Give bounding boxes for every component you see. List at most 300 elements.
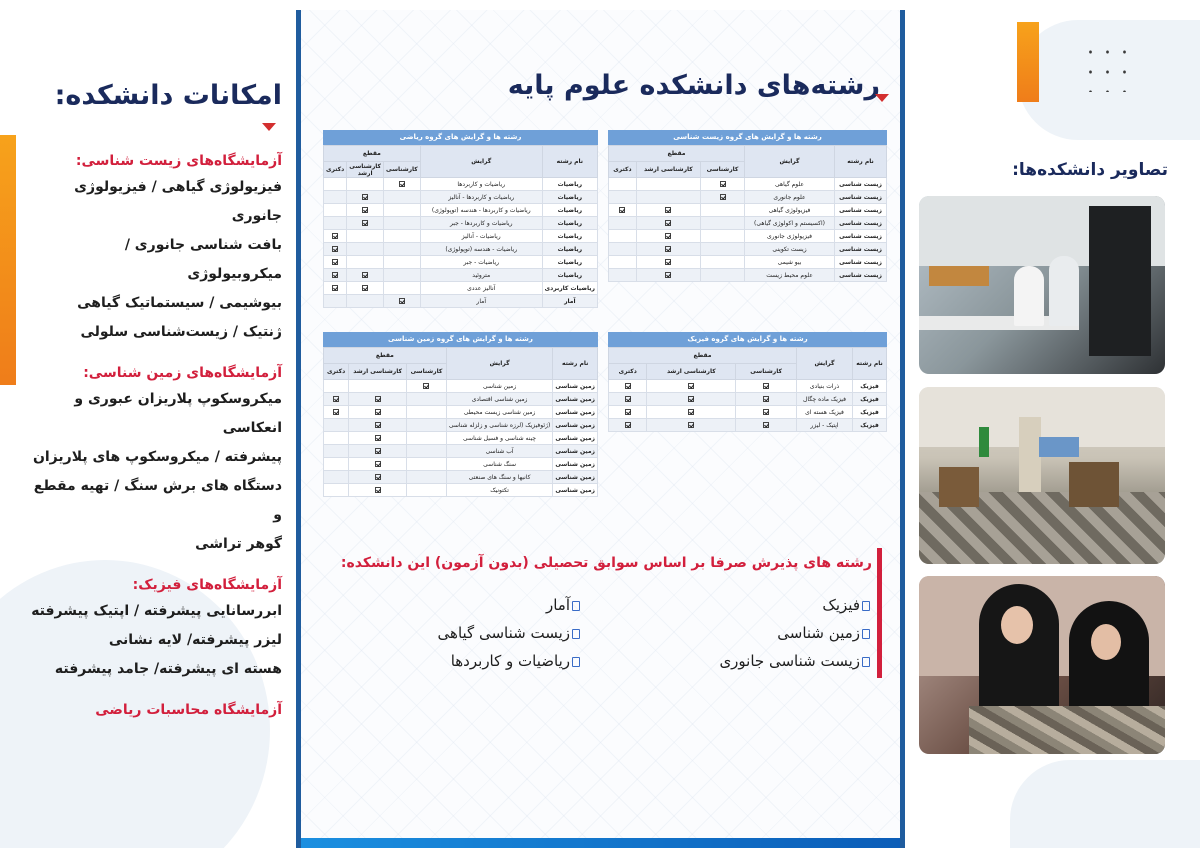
level-cell-bs bbox=[384, 256, 421, 269]
checkmark-icon bbox=[625, 383, 631, 389]
track-cell: ریاضیات - جبر bbox=[420, 256, 542, 269]
level-cell-bs bbox=[384, 269, 421, 282]
level-cell-phd bbox=[609, 269, 637, 282]
level-cell-phd bbox=[609, 243, 637, 256]
level-cell-phd bbox=[609, 230, 637, 243]
level-cell-ms bbox=[647, 406, 736, 419]
lab-heading: آزمایشگاه‌های فیزیک: bbox=[132, 577, 282, 593]
table-row bbox=[609, 269, 887, 282]
level-cell-phd bbox=[324, 282, 347, 295]
checkmark-icon bbox=[399, 298, 405, 304]
level-cell-bs bbox=[407, 380, 447, 393]
level-cell-ms bbox=[636, 243, 700, 256]
field-cell: ریاضیات کاربردی bbox=[542, 282, 597, 295]
header-field: نام رشته bbox=[542, 146, 597, 178]
level-cell-phd bbox=[324, 419, 349, 432]
lab-line: ژنتیک / زیست‌شناسی سلولی bbox=[80, 324, 282, 340]
track-cell: زمین شناسی اقتصادی bbox=[446, 393, 552, 406]
level-cell-ms bbox=[636, 256, 700, 269]
field-cell: زمین شناسی bbox=[553, 471, 598, 484]
field-cell: زمین شناسی bbox=[553, 484, 598, 497]
checkmark-icon bbox=[362, 194, 368, 200]
lab-group-math bbox=[30, 702, 282, 718]
level-cell-bs bbox=[407, 406, 447, 419]
level-cell-bs bbox=[736, 393, 797, 406]
checkmark-icon bbox=[375, 409, 381, 415]
track-cell: علوم گیاهی bbox=[745, 178, 835, 191]
header-bs: کارشناسی bbox=[736, 364, 797, 380]
track-cell: ریاضیات - آنالیز bbox=[420, 230, 542, 243]
table-row bbox=[324, 217, 598, 230]
level-cell-phd bbox=[609, 393, 647, 406]
table-row bbox=[324, 243, 598, 256]
checkmark-icon bbox=[333, 396, 339, 402]
header-field: نام رشته bbox=[553, 348, 598, 380]
biology-table bbox=[608, 130, 887, 282]
field-cell: زیست شناسی bbox=[835, 243, 887, 256]
checkmark-icon bbox=[665, 220, 671, 226]
field-cell: زیست شناسی bbox=[835, 269, 887, 282]
track-cell: کانیها و سنگ های صنعتی bbox=[446, 471, 552, 484]
table-row bbox=[324, 445, 598, 458]
table-row bbox=[609, 204, 887, 217]
track-cell: اپتیک - لیزر bbox=[797, 419, 853, 432]
level-cell-phd bbox=[324, 256, 347, 269]
track-cell: ریاضیات و کاربردها bbox=[420, 178, 542, 191]
track-cell: (ژئوفیزیک (لرزه شناسی و زلزله شناسی bbox=[446, 419, 552, 432]
checkmark-icon bbox=[362, 272, 368, 278]
field-cell: فیزیک bbox=[853, 406, 887, 419]
checkmark-icon bbox=[665, 233, 671, 239]
lab-group-geology bbox=[30, 365, 282, 559]
field-cell: زمین شناسی bbox=[553, 445, 598, 458]
field-cell: ریاضیات bbox=[542, 256, 597, 269]
track-cell: تکتونیک bbox=[446, 484, 552, 497]
track-cell: آمار bbox=[420, 295, 542, 308]
checkmark-icon bbox=[332, 272, 338, 278]
lab-group-physics bbox=[30, 577, 282, 684]
level-cell-phd bbox=[324, 204, 347, 217]
level-cell-ms bbox=[636, 217, 700, 230]
lab-photo bbox=[919, 196, 1165, 374]
lab-line: پیشرفته / میکروسکوپ های پلاریزان bbox=[32, 449, 282, 465]
header-track: گرایش bbox=[797, 348, 853, 380]
admission-item: فیزیک bbox=[720, 596, 870, 614]
red-arrow-icon bbox=[875, 94, 889, 102]
level-cell-bs bbox=[407, 393, 447, 406]
field-cell: زیست شناسی bbox=[835, 256, 887, 269]
lab-line: گوهر تراشی bbox=[195, 536, 282, 552]
checkmark-icon bbox=[362, 207, 368, 213]
table-row bbox=[324, 191, 598, 204]
track-cell: ریاضیات و کاربردها - هندسه (توپولوژی) bbox=[420, 204, 542, 217]
checkmark-icon bbox=[763, 396, 769, 402]
level-cell-bs bbox=[407, 445, 447, 458]
checkmark-icon bbox=[333, 409, 339, 415]
level-cell-ms bbox=[347, 191, 384, 204]
table-row bbox=[324, 484, 598, 497]
checkmark-icon bbox=[375, 422, 381, 428]
header-phd: دکتری bbox=[324, 364, 349, 380]
background-wave bbox=[1010, 760, 1200, 848]
checkmark-icon bbox=[375, 474, 381, 480]
checkmark-icon bbox=[763, 409, 769, 415]
field-cell: زمین شناسی bbox=[553, 393, 598, 406]
header-level: مقطع bbox=[609, 348, 797, 364]
table-row bbox=[609, 419, 887, 432]
header-field: نام رشته bbox=[853, 348, 887, 380]
level-cell-ms bbox=[349, 445, 407, 458]
level-cell-ms bbox=[347, 243, 384, 256]
level-cell-bs bbox=[701, 230, 745, 243]
field-cell: زمین شناسی bbox=[553, 432, 598, 445]
track-cell: چینه شناسی و فسیل شناسی bbox=[446, 432, 552, 445]
students-photo bbox=[919, 576, 1165, 754]
checkmark-icon bbox=[688, 383, 694, 389]
checkmark-icon bbox=[332, 259, 338, 265]
checkmark-icon bbox=[688, 396, 694, 402]
level-cell-bs bbox=[384, 295, 421, 308]
checkbox-icon bbox=[862, 601, 870, 611]
level-cell-ms bbox=[349, 432, 407, 445]
lab-group-biology bbox=[30, 153, 282, 347]
level-cell-phd bbox=[324, 458, 349, 471]
level-cell-bs bbox=[701, 178, 745, 191]
level-cell-bs bbox=[736, 380, 797, 393]
field-cell: ریاضیات bbox=[542, 269, 597, 282]
bottom-blue-bar bbox=[301, 838, 900, 848]
level-cell-ms bbox=[349, 484, 407, 497]
admission-item: زمین شناسی bbox=[720, 624, 870, 642]
field-cell: ریاضیات bbox=[542, 243, 597, 256]
header-ms: کارشناسی ارشد bbox=[347, 162, 384, 178]
table-row bbox=[609, 380, 887, 393]
level-cell-ms bbox=[636, 230, 700, 243]
lab-line: بافت شناسی جانوری / میکروبیولوژی bbox=[124, 237, 282, 282]
checkbox-icon bbox=[572, 601, 580, 611]
checkmark-icon bbox=[665, 259, 671, 265]
field-cell: زیست شناسی bbox=[835, 178, 887, 191]
level-cell-phd bbox=[324, 191, 347, 204]
header-ms: کارشناسی ارشد bbox=[636, 162, 700, 178]
orange-accent-bar bbox=[0, 135, 16, 385]
track-cell: زیست تکوینی bbox=[745, 243, 835, 256]
admission-title: رشته های پذیرش صرفا بر اساس سوابق تحصیلی (بدون آزمون) این دانشکده: bbox=[340, 555, 872, 571]
field-cell: زیست شناسی bbox=[835, 230, 887, 243]
level-cell-bs bbox=[701, 217, 745, 230]
field-cell: زمین شناسی bbox=[553, 380, 598, 393]
lab-line: لیزر پیشرفته/ لایه نشانی bbox=[108, 632, 282, 648]
level-cell-ms bbox=[636, 191, 700, 204]
track-cell: ریاضیات و کاربردها - آنالیز bbox=[420, 191, 542, 204]
level-cell-ms bbox=[347, 217, 384, 230]
checkbox-icon bbox=[572, 629, 580, 639]
track-cell: فیزیک ماده چگال bbox=[797, 393, 853, 406]
level-cell-phd bbox=[609, 419, 647, 432]
level-cell-bs bbox=[736, 419, 797, 432]
field-cell: زیست شناسی bbox=[835, 217, 887, 230]
level-cell-bs bbox=[701, 243, 745, 256]
checkmark-icon bbox=[375, 461, 381, 467]
level-cell-phd bbox=[324, 217, 347, 230]
level-cell-bs bbox=[384, 191, 421, 204]
table-row bbox=[324, 230, 598, 243]
header-phd: دکتری bbox=[324, 162, 347, 178]
level-cell-phd bbox=[609, 380, 647, 393]
checkmark-icon bbox=[362, 285, 368, 291]
level-cell-bs bbox=[384, 204, 421, 217]
track-cell: علوم محیط زیست bbox=[745, 269, 835, 282]
lab-heading: آزمایشگاه محاسبات ریاضی bbox=[95, 702, 282, 718]
level-cell-bs bbox=[701, 191, 745, 204]
table-row bbox=[324, 419, 598, 432]
checkmark-icon bbox=[362, 220, 368, 226]
level-cell-phd bbox=[609, 204, 637, 217]
field-cell: فیزیک bbox=[853, 380, 887, 393]
header-level: مقطع bbox=[324, 146, 421, 162]
track-cell: ریاضیات - هندسه (توپولوژی) bbox=[420, 243, 542, 256]
level-cell-ms bbox=[347, 295, 384, 308]
level-cell-ms bbox=[647, 393, 736, 406]
level-cell-phd bbox=[324, 471, 349, 484]
checkmark-icon bbox=[332, 233, 338, 239]
level-cell-phd bbox=[609, 406, 647, 419]
header-phd: دکتری bbox=[609, 364, 647, 380]
track-cell: زمین شناسی زیست محیطی bbox=[446, 406, 552, 419]
facilities-panel bbox=[0, 0, 296, 848]
track-cell: سنگ شناسی bbox=[446, 458, 552, 471]
table-row bbox=[609, 191, 887, 204]
header-field: نام رشته bbox=[835, 146, 887, 178]
checkmark-icon bbox=[688, 422, 694, 428]
level-cell-phd bbox=[324, 406, 349, 419]
table-row bbox=[324, 458, 598, 471]
field-cell: فیزیک bbox=[853, 419, 887, 432]
level-cell-phd bbox=[609, 178, 637, 191]
table-caption: رشته ها و گرایش های گروه ریاضی bbox=[323, 130, 598, 145]
level-cell-bs bbox=[736, 406, 797, 419]
field-cell: آمار bbox=[542, 295, 597, 308]
track-cell: ریاضیات و کاربردها - جبر bbox=[420, 217, 542, 230]
level-cell-bs bbox=[407, 458, 447, 471]
checkbox-icon bbox=[862, 629, 870, 639]
header-level: مقطع bbox=[609, 146, 745, 162]
checkmark-icon bbox=[375, 487, 381, 493]
checkmark-icon bbox=[332, 246, 338, 252]
orange-accent-bar bbox=[1017, 22, 1039, 102]
checkbox-icon bbox=[572, 657, 580, 667]
level-cell-ms bbox=[349, 419, 407, 432]
level-cell-ms bbox=[349, 393, 407, 406]
admission-item: ریاضیات و کاربردها bbox=[420, 652, 580, 670]
header-bs: کارشناسی bbox=[384, 162, 421, 178]
lab-line: میکروسکوپ پلاریزان عبوری و انعکاسی bbox=[74, 391, 282, 436]
level-cell-phd bbox=[324, 484, 349, 497]
level-cell-ms bbox=[636, 269, 700, 282]
level-cell-bs bbox=[384, 217, 421, 230]
table-row bbox=[324, 204, 598, 217]
divider-line bbox=[900, 10, 905, 848]
level-cell-bs bbox=[384, 243, 421, 256]
table-row bbox=[324, 295, 598, 308]
checkmark-icon bbox=[688, 409, 694, 415]
lab-heading: آزمایشگاه‌های زیست شناسی: bbox=[75, 153, 282, 169]
red-accent-bar bbox=[877, 548, 882, 678]
checkmark-icon bbox=[423, 383, 429, 389]
level-cell-bs bbox=[407, 471, 447, 484]
level-cell-ms bbox=[347, 269, 384, 282]
level-cell-ms bbox=[636, 204, 700, 217]
track-cell: زمین شناسی bbox=[446, 380, 552, 393]
level-cell-phd bbox=[324, 295, 347, 308]
level-cell-ms bbox=[636, 178, 700, 191]
level-cell-bs bbox=[384, 178, 421, 191]
level-cell-ms bbox=[347, 204, 384, 217]
table-row bbox=[324, 380, 598, 393]
museum-photo bbox=[919, 387, 1165, 564]
header-track: گرایش bbox=[745, 146, 835, 178]
track-cell: بیو شیمی bbox=[745, 256, 835, 269]
track-cell: ذرات بنیادی bbox=[797, 380, 853, 393]
table-row bbox=[609, 230, 887, 243]
header-phd: دکتری bbox=[609, 162, 637, 178]
level-cell-bs bbox=[384, 230, 421, 243]
level-cell-phd bbox=[324, 243, 347, 256]
field-cell: زیست شناسی bbox=[835, 204, 887, 217]
admission-item: زیست شناسی گیاهی bbox=[420, 624, 580, 642]
field-cell: ریاضیات bbox=[542, 191, 597, 204]
field-cell: زیست شناسی bbox=[835, 191, 887, 204]
table-caption: رشته ها و گرایش های گروه زیست شناسی bbox=[608, 130, 887, 145]
lab-line: ابررسانایی پیشرفته / اپتیک پیشرفته bbox=[31, 603, 282, 619]
header-track: گرایش bbox=[446, 348, 552, 380]
level-cell-bs bbox=[701, 204, 745, 217]
field-cell: زمین شناسی bbox=[553, 419, 598, 432]
level-cell-ms bbox=[349, 406, 407, 419]
checkmark-icon bbox=[625, 396, 631, 402]
level-cell-phd bbox=[324, 230, 347, 243]
checkbox-icon bbox=[862, 657, 870, 667]
table-row bbox=[324, 282, 598, 295]
table-row bbox=[609, 256, 887, 269]
table-row bbox=[609, 243, 887, 256]
lab-line: هسته ای پیشرفته/ جامد پیشرفته bbox=[54, 661, 282, 677]
header-bs: کارشناسی bbox=[407, 364, 447, 380]
level-cell-phd bbox=[324, 432, 349, 445]
level-cell-ms bbox=[347, 282, 384, 295]
table-row bbox=[324, 471, 598, 484]
level-cell-phd bbox=[609, 191, 637, 204]
checkmark-icon bbox=[375, 435, 381, 441]
level-cell-phd bbox=[324, 380, 349, 393]
checkmark-icon bbox=[625, 409, 631, 415]
physics-table bbox=[608, 332, 887, 432]
header-track: گرایش bbox=[420, 146, 542, 178]
level-cell-bs bbox=[407, 484, 447, 497]
admission-item: آمار bbox=[420, 596, 580, 614]
track-cell: آنالیز عددی bbox=[420, 282, 542, 295]
field-cell: فیزیک bbox=[853, 393, 887, 406]
level-cell-ms bbox=[349, 380, 407, 393]
level-cell-phd bbox=[324, 445, 349, 458]
level-cell-ms bbox=[647, 419, 736, 432]
table-row bbox=[324, 178, 598, 191]
level-cell-phd bbox=[609, 217, 637, 230]
page-title: رشته‌های دانشکده علوم پایه bbox=[507, 70, 880, 101]
level-cell-ms bbox=[349, 471, 407, 484]
lab-heading: آزمایشگاه‌های زمین شناسی: bbox=[83, 365, 282, 381]
lab-line: بیوشیمی / سیستماتیک گیاهی bbox=[77, 295, 282, 311]
table-row bbox=[609, 217, 887, 230]
checkmark-icon bbox=[375, 448, 381, 454]
checkmark-icon bbox=[720, 181, 726, 187]
level-cell-phd bbox=[324, 393, 349, 406]
photos-title: تصاویر دانشکده‌ها: bbox=[1012, 160, 1168, 180]
level-cell-ms bbox=[347, 230, 384, 243]
dot-grid-decoration bbox=[1082, 42, 1132, 92]
level-cell-ms bbox=[647, 380, 736, 393]
field-cell: ریاضیات bbox=[542, 230, 597, 243]
table-row bbox=[324, 393, 598, 406]
level-cell-ms bbox=[347, 178, 384, 191]
checkmark-icon bbox=[665, 272, 671, 278]
field-cell: ریاضیات bbox=[542, 217, 597, 230]
facilities-content bbox=[30, 80, 282, 736]
table-row bbox=[324, 269, 598, 282]
checkmark-icon bbox=[763, 422, 769, 428]
field-cell: زمین شناسی bbox=[553, 406, 598, 419]
level-cell-ms bbox=[349, 458, 407, 471]
header-level: مقطع bbox=[324, 348, 447, 364]
table-row bbox=[324, 256, 598, 269]
table-row bbox=[324, 432, 598, 445]
admission-item: زیست شناسی جانوری bbox=[700, 652, 870, 670]
level-cell-phd bbox=[324, 269, 347, 282]
level-cell-ms bbox=[347, 256, 384, 269]
track-cell: فیزیک هسته ای bbox=[797, 406, 853, 419]
level-cell-bs bbox=[384, 282, 421, 295]
checkmark-icon bbox=[625, 422, 631, 428]
level-cell-phd bbox=[324, 178, 347, 191]
checkmark-icon bbox=[399, 181, 405, 187]
track-cell: علوم جانوری bbox=[745, 191, 835, 204]
level-cell-phd bbox=[609, 256, 637, 269]
level-cell-bs bbox=[701, 256, 745, 269]
facilities-title: امکانات دانشکده: bbox=[54, 80, 282, 111]
header-bs: کارشناسی bbox=[701, 162, 745, 178]
table-row bbox=[324, 406, 598, 419]
lab-line: فیزیولوژی گیاهی / فیزیولوژی جانوری bbox=[74, 179, 282, 224]
track-cell: (اکسیستم و اکولوژی گیاهی) bbox=[745, 217, 835, 230]
lab-line: دستگاه های برش سنگ / تهیه مقطع و bbox=[33, 478, 282, 523]
checkmark-icon bbox=[332, 285, 338, 291]
level-cell-bs bbox=[407, 419, 447, 432]
track-cell: فیزیولوژی جانوری bbox=[745, 230, 835, 243]
checkmark-icon bbox=[720, 194, 726, 200]
field-cell: زمین شناسی bbox=[553, 458, 598, 471]
track-cell: آب شناسی bbox=[446, 445, 552, 458]
checkmark-icon bbox=[665, 207, 671, 213]
table-row bbox=[609, 406, 887, 419]
field-cell: ریاضیات bbox=[542, 178, 597, 191]
checkmark-icon bbox=[665, 246, 671, 252]
math-table bbox=[323, 130, 598, 308]
header-ms: کارشناسی ارشد bbox=[647, 364, 736, 380]
geology-table bbox=[323, 332, 598, 497]
level-cell-bs bbox=[407, 432, 447, 445]
track-cell: متروئید bbox=[420, 269, 542, 282]
field-cell: ریاضیات bbox=[542, 204, 597, 217]
